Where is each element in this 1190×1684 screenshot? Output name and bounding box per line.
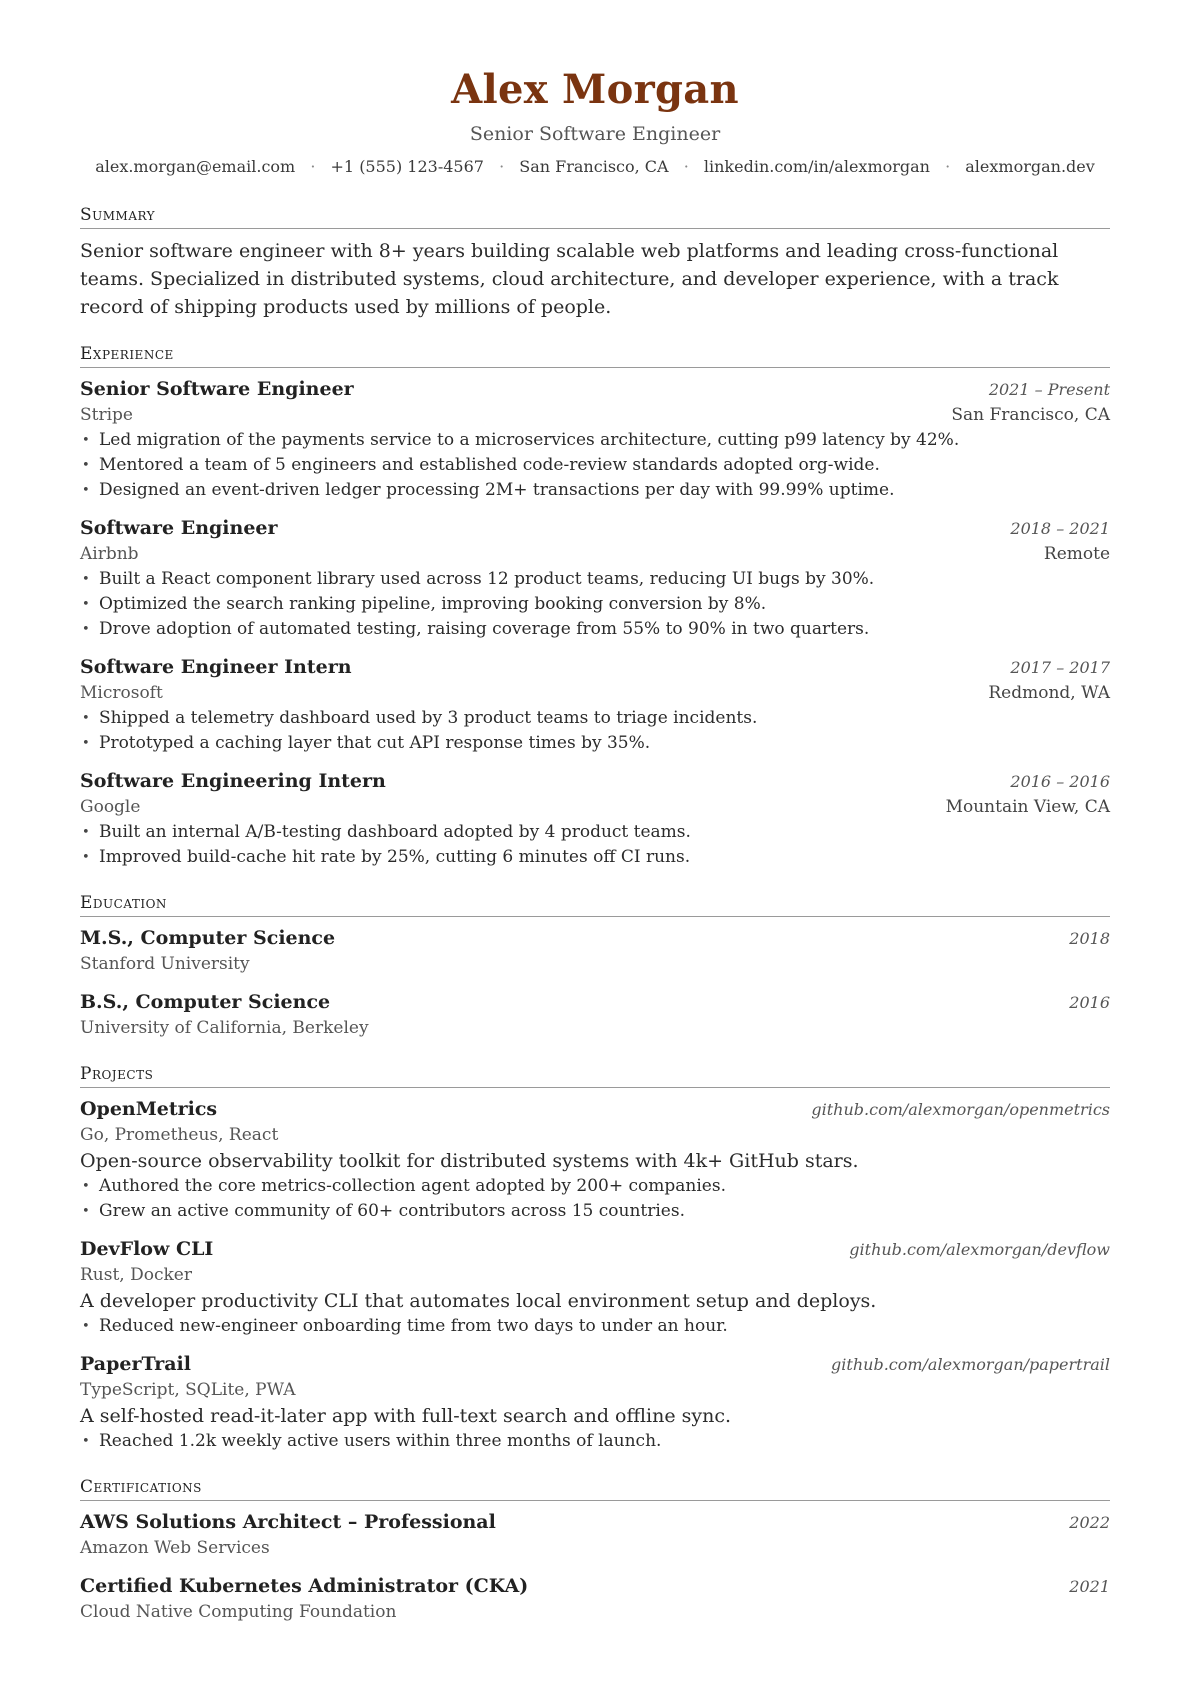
certification-year: 2022	[1069, 1513, 1110, 1532]
candidate-title: Senior Software Engineer	[469, 123, 721, 145]
company-name: Stripe	[80, 405, 133, 425]
achievement-list	[80, 1429, 1110, 1454]
project-description: Open-source observability toolkit for distributed systems with 4k+ GitHub stars.	[80, 1150, 859, 1172]
achievement-list	[80, 428, 1110, 503]
achievement-item: • Shipped a telemetry dashboard used by 3 product teams to triage incidents.	[80, 706, 1110, 731]
school-name: Stanford University	[80, 954, 250, 974]
education-entry	[80, 925, 1110, 977]
project-name: PaperTrail	[80, 1353, 191, 1375]
job-title: Senior Software Engineer	[80, 378, 354, 400]
achievement-item: • Mentored a team of 5 engineers and established code-review standards adopted org-wide.	[80, 453, 1110, 478]
projects-section	[80, 1063, 1110, 1454]
graduation-year: 2016	[1069, 993, 1110, 1012]
certification-issuer: Cloud Native Computing Foundation	[80, 1602, 397, 1622]
certification-name: AWS Solutions Architect – Professional	[80, 1511, 496, 1533]
project-entry	[80, 1096, 1110, 1224]
job-location: San Francisco, CA	[951, 405, 1110, 425]
graduation-year: 2018	[1069, 929, 1110, 948]
contact-line	[80, 156, 1110, 178]
contact-separator: ·	[499, 157, 505, 176]
section-heading: Projects	[80, 1063, 1110, 1088]
contact-website[interactable]: alexmorgan.dev	[965, 157, 1095, 176]
achievement-item: • Prototyped a caching layer that cut API response times by 35%.	[80, 731, 1110, 756]
job-title: Software Engineer	[80, 517, 278, 539]
achievement-list	[80, 706, 1110, 756]
contact-location: San Francisco, CA	[519, 157, 669, 176]
section-heading: Education	[80, 892, 1110, 917]
project-entry	[80, 1236, 1110, 1339]
achievement-list	[80, 1314, 1110, 1339]
job-title: Software Engineer Intern	[80, 656, 352, 678]
achievement-item: • Led migration of the payments service to a microservices architecture, cutting p99 latency by 42%.	[80, 428, 1110, 453]
contact-linkedin[interactable]: linkedin.com/in/alexmorgan	[703, 157, 930, 176]
achievement-item: • Improved build-cache hit rate by 25%, cutting 6 minutes off CI runs.	[80, 845, 1110, 870]
achievement-list	[80, 820, 1110, 870]
achievement-item: • Optimized the search ranking pipeline, improving booking conversion by 8%.	[80, 592, 1110, 617]
project-entry	[80, 1351, 1110, 1454]
project-name: DevFlow CLI	[80, 1238, 214, 1260]
experience-entry	[80, 515, 1110, 642]
project-tech: Go, Prometheus, React	[80, 1125, 279, 1145]
job-dates: 2018 – 2021	[1010, 519, 1110, 538]
project-description: A self-hosted read-it-later app with full-text search and offline sync.	[80, 1405, 732, 1427]
company-name: Google	[80, 797, 141, 817]
contact-separator: ·	[945, 157, 951, 176]
education-section	[80, 892, 1110, 1041]
achievement-item: • Grew an active community of 60+ contributors across 15 countries.	[80, 1199, 1110, 1224]
project-tech: TypeScript, SQLite, PWA	[80, 1380, 296, 1400]
resume-header	[80, 0, 1110, 178]
job-dates: 2016 – 2016	[1010, 772, 1110, 791]
job-dates: 2021 – Present	[988, 380, 1110, 399]
certification-issuer: Amazon Web Services	[80, 1538, 270, 1558]
achievement-item: • Authored the core metrics-collection agent adopted by 200+ companies.	[80, 1174, 1110, 1199]
experience-entry	[80, 768, 1110, 870]
candidate-name: Alex Morgan	[451, 66, 739, 113]
summary-section	[80, 204, 1110, 321]
experience-entry	[80, 654, 1110, 756]
job-location: Remote	[1043, 544, 1110, 564]
section-heading: Certifications	[80, 1476, 1110, 1501]
contact-email[interactable]: alex.morgan@email.com	[95, 157, 296, 176]
contact-phone[interactable]: +1 (555) 123-4567	[330, 157, 484, 176]
contact-separator: ·	[310, 157, 316, 176]
degree-name: B.S., Computer Science	[80, 991, 331, 1013]
achievement-item: • Designed an event-driven ledger processing 2M+ transactions per day with 99.99% uptime.	[80, 478, 1110, 503]
company-name: Airbnb	[80, 544, 139, 564]
degree-name: M.S., Computer Science	[80, 927, 336, 949]
project-description: A developer productivity CLI that automates local environment setup and deploys.	[80, 1290, 877, 1312]
certifications-section	[80, 1476, 1110, 1625]
achievement-item: • Reached 1.2k weekly active users within three months of launch.	[80, 1429, 1110, 1454]
project-name: OpenMetrics	[80, 1098, 218, 1120]
project-link[interactable]: github.com/alexmorgan/papertrail	[831, 1355, 1110, 1374]
education-entry	[80, 989, 1110, 1041]
experience-entry	[80, 376, 1110, 503]
project-link[interactable]: github.com/alexmorgan/devflow	[849, 1240, 1110, 1259]
section-heading: Summary	[80, 204, 1110, 229]
project-tech: Rust, Docker	[80, 1265, 192, 1285]
achievement-item: • Built a React component library used across 12 product teams, reducing UI bugs by 30%.	[80, 567, 1110, 592]
experience-section	[80, 343, 1110, 870]
achievement-list	[80, 567, 1110, 642]
achievement-item: • Drove adoption of automated testing, raising coverage from 55% to 90% in two quarters.	[80, 617, 1110, 642]
job-location: Redmond, WA	[988, 683, 1110, 703]
achievement-item: • Built an internal A/B-testing dashboard adopted by 4 product teams.	[80, 820, 1110, 845]
contact-separator: ·	[683, 157, 689, 176]
achievement-item: • Reduced new-engineer onboarding time from two days to under an hour.	[80, 1314, 1110, 1339]
certification-year: 2021	[1069, 1577, 1110, 1596]
certification-entry	[80, 1573, 1110, 1625]
job-title: Software Engineering Intern	[80, 770, 386, 792]
achievement-list	[80, 1174, 1110, 1224]
project-link[interactable]: github.com/alexmorgan/openmetrics	[811, 1100, 1110, 1119]
school-name: University of California, Berkeley	[80, 1018, 369, 1038]
certification-name: Certified Kubernetes Administrator (CKA)	[80, 1575, 529, 1597]
section-heading: Experience	[80, 343, 1110, 368]
job-dates: 2017 – 2017	[1010, 658, 1110, 677]
job-location: Mountain View, CA	[945, 797, 1110, 817]
summary-text: Senior software engineer with 8+ years building scalable web platforms and leading cross-functional teams. Specialized in distributed systems, cloud architecture, and developer experience, with a track record of shipping products used by millions of people.	[80, 240, 1059, 318]
certification-entry	[80, 1509, 1110, 1561]
company-name: Microsoft	[80, 683, 163, 703]
